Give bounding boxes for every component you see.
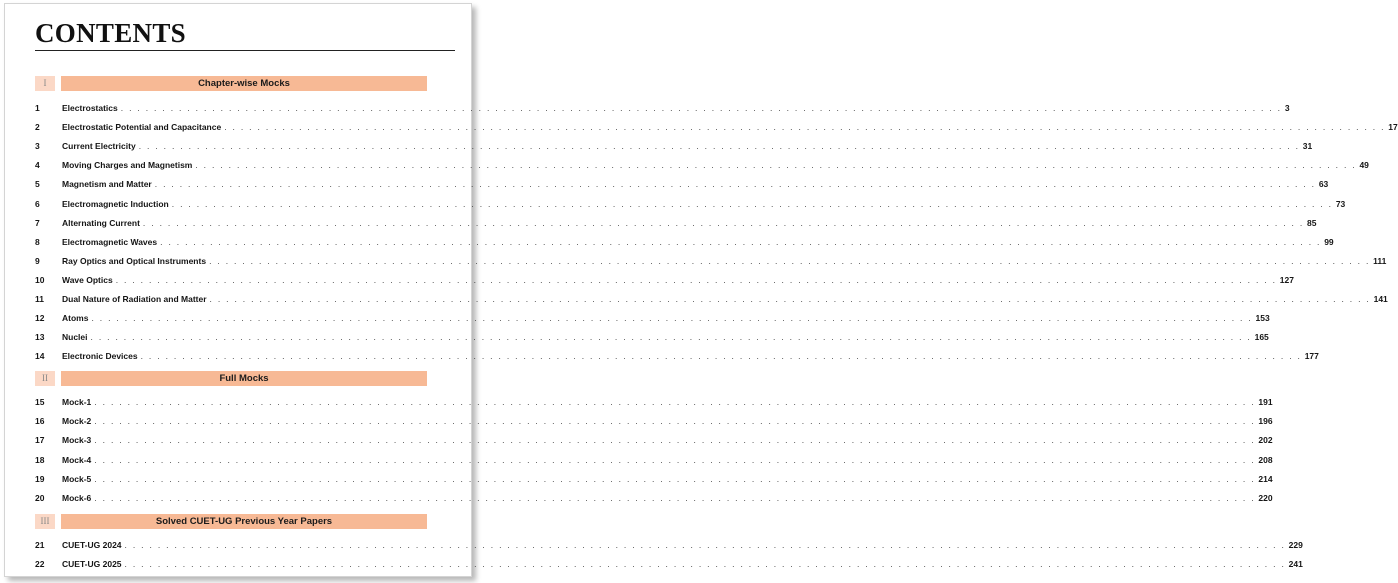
entry-line <box>62 121 1398 133</box>
entry-title: Ray Optics and Optical Instruments <box>62 255 207 266</box>
entry-line <box>62 255 1387 267</box>
entry-number: 16 <box>35 416 45 427</box>
dot-leader: . . . . . . . . . . . . . . . . . . . . . . . . . . . . . . . . . . . . . . . . . . . . . . . . . . . . . . . . . . . . . . . . . . . . . . . . . . . . . . . . . . . . . . . . . . . . . . . . . . . . . . . . . . . . . . . . . . . . . . . . . . . . . . . . . . . . . . . . . . . . <box>94 435 1256 446</box>
entry-title: Electrostatic Potential and Capacitance <box>62 122 222 133</box>
entry-title: Electromagnetic Induction <box>62 198 169 209</box>
entry-page-number: 99 <box>1324 236 1334 247</box>
entry-number: 3 <box>35 141 40 152</box>
entry-page-number: 165 <box>1254 332 1269 343</box>
entry-page-number: 3 <box>1284 103 1290 113</box>
toc-entry[interactable] <box>35 312 1270 324</box>
toc-entry[interactable] <box>35 434 1273 446</box>
section-title: Full Mocks <box>61 371 427 386</box>
entry-number: 18 <box>35 454 45 465</box>
dot-leader: . . . . . . . . . . . . . . . . . . . . . . . . . . . . . . . . . . . . . . . . . . . . . . . . . . . . . . . . . . . . . . . . . . . . . . . . . . . . . . . . . . . . . . . . . . . . . . . . . . . . . . . . . . . . . . . . . . . . . . . . . . . . . . . . . . . . . . . . . . . . <box>171 198 1333 209</box>
section-title: Solved CUET-UG Previous Year Papers <box>61 514 427 529</box>
entry-line <box>62 274 1294 286</box>
entry-line <box>62 236 1334 248</box>
toc-entry[interactable] <box>35 539 1303 551</box>
toc-entry[interactable] <box>35 255 1387 267</box>
entry-page-number: 31 <box>1302 141 1313 152</box>
entry-page-number: 17 <box>1388 122 1398 133</box>
toc-entry[interactable] <box>35 198 1346 210</box>
entry-page-number: 141 <box>1373 294 1388 304</box>
entry-page-number: 208 <box>1258 454 1273 465</box>
entry-title: Dual Nature of Radiation and Matter <box>62 294 207 304</box>
entry-line <box>62 198 1346 210</box>
entry-line <box>62 539 1303 551</box>
entry-title: Magnetism and Matter <box>62 179 152 190</box>
entry-page-number: 177 <box>1304 351 1319 362</box>
toc-entry[interactable] <box>35 492 1273 504</box>
toc-entry[interactable] <box>35 454 1273 466</box>
toc-entry[interactable] <box>35 415 1273 427</box>
entry-line <box>62 396 1273 408</box>
dot-leader: . . . . . . . . . . . . . . . . . . . . . . . . . . . . . . . . . . . . . . . . . . . . . . . . . . . . . . . . . . . . . . . . . . . . . . . . . . . . . . . . . . . . . . . . . . . . . . . . . . . . . . . . . . . . . . . . . . . . . . . . . . . . . . . . . . . . . . . . . . . . <box>209 255 1371 266</box>
entry-number: 11 <box>35 294 44 304</box>
dot-leader: . . . . . . . . . . . . . . . . . . . . . . . . . . . . . . . . . . . . . . . . . . . . . . . . . . . . . . . . . . . . . . . . . . . . . . . . . . . . . . . . . . . . . . . . . . . . . . . . . . . . . . . . . . . . . . . . . . . . . . . . . . . . . . . . . . . . . . . . . . . . <box>94 416 1256 427</box>
entry-page-number: 49 <box>1359 160 1369 171</box>
dot-leader: . . . . . . . . . . . . . . . . . . . . . . . . . . . . . . . . . . . . . . . . . . . . . . . . . . . . . . . . . . . . . . . . . . . . . . . . . . . . . . . . . . . . . . . . . . . . . . . . . . . . . . . . . . . . . . . . . . . . . . . . . . . . . . . . . . . . . . . . . . . . <box>138 141 1300 152</box>
toc-entry[interactable] <box>35 178 1329 190</box>
entry-page-number: 241 <box>1288 559 1303 569</box>
entry-page-number: 202 <box>1258 435 1273 446</box>
entry-number: 8 <box>35 236 40 247</box>
toc-entry[interactable] <box>35 350 1319 362</box>
dot-leader: . . . . . . . . . . . . . . . . . . . . . . . . . . . . . . . . . . . . . . . . . . . . . . . . . . . . . . . . . . . . . . . . . . . . . . . . . . . . . . . . . . . . . . . . . . . . . . . . . . . . . . . . . . . . . . . . . . . . . . . . . . . . . . . . . . . . . . . . . . . . <box>124 540 1286 550</box>
entry-number: 22 <box>35 559 45 569</box>
entry-number: 14 <box>35 351 45 362</box>
toc-entry[interactable] <box>35 102 1290 114</box>
toc-entry[interactable] <box>35 293 1388 305</box>
entry-title: Mock-4 <box>62 454 92 465</box>
entry-title: Mock-5 <box>62 473 92 484</box>
toc-entry[interactable] <box>35 331 1269 343</box>
dot-leader: . . . . . . . . . . . . . . . . . . . . . . . . . . . . . . . . . . . . . . . . . . . . . . . . . . . . . . . . . . . . . . . . . . . . . . . . . . . . . . . . . . . . . . . . . . . . . . . . . . . . . . . . . . . . . . . . . . . . . . . . . . . . . . . . . . . . . . . . . . . . <box>209 294 1371 304</box>
toc-entry[interactable] <box>35 140 1313 152</box>
entry-line <box>62 312 1270 324</box>
entry-title: CUET-UG 2024 <box>62 540 122 550</box>
dot-leader: . . . . . . . . . . . . . . . . . . . . . . . . . . . . . . . . . . . . . . . . . . . . . . . . . . . . . . . . . . . . . . . . . . . . . . . . . . . . . . . . . . . . . . . . . . . . . . . . . . . . . . . . . . . . . . . . . . . . . . . . . . . . . . . . . . . . . . . . . . . . <box>142 217 1304 228</box>
dot-leader: . . . . . . . . . . . . . . . . . . . . . . . . . . . . . . . . . . . . . . . . . . . . . . . . . . . . . . . . . . . . . . . . . . . . . . . . . . . . . . . . . . . . . . . . . . . . . . . . . . . . . . . . . . . . . . . . . . . . . . . . . . . . . . . . . . . . . . . . . . . . <box>94 454 1256 465</box>
section-number: I <box>35 76 55 91</box>
entry-number: 5 <box>35 179 40 190</box>
dot-leader: . . . . . . . . . . . . . . . . . . . . . . . . . . . . . . . . . . . . . . . . . . . . . . . . . . . . . . . . . . . . . . . . . . . . . . . . . . . . . . . . . . . . . . . . . . . . . . . . . . . . . . . . . . . . . . . . . . . . . . . . . . . . . . . . . . . . . . . . . . . . <box>94 473 1256 484</box>
entry-title: Mock-6 <box>62 493 92 503</box>
entry-title: Current Electricity <box>62 141 136 152</box>
entry-title: Moving Charges and Magnetism <box>62 160 193 171</box>
entry-number: 10 <box>35 274 45 285</box>
entry-line <box>62 331 1269 343</box>
entry-number: 19 <box>35 473 45 484</box>
entry-title: Electronic Devices <box>62 351 138 362</box>
toc-entry[interactable] <box>35 121 1398 133</box>
toc-entry[interactable] <box>35 558 1303 570</box>
entry-line <box>62 178 1329 190</box>
dot-leader: . . . . . . . . . . . . . . . . . . . . . . . . . . . . . . . . . . . . . . . . . . . . . . . . . . . . . . . . . . . . . . . . . . . . . . . . . . . . . . . . . . . . . . . . . . . . . . . . . . . . . . . . . . . . . . . . . . . . . . . . . . . . . . . . . . . . . . . . . . . . <box>140 351 1302 362</box>
entry-page-number: 127 <box>1279 274 1294 285</box>
dot-leader: . . . . . . . . . . . . . . . . . . . . . . . . . . . . . . . . . . . . . . . . . . . . . . . . . . . . . . . . . . . . . . . . . . . . . . . . . . . . . . . . . . . . . . . . . . . . . . . . . . . . . . . . . . . . . . . . . . . . . . . . . . . . . . . . . . . . . . . . . . . . <box>94 493 1256 503</box>
entry-page-number: 153 <box>1255 313 1270 324</box>
entry-page-number: 85 <box>1307 217 1317 228</box>
entry-page-number: 196 <box>1258 416 1273 427</box>
entry-number: 15 <box>35 397 45 407</box>
entry-title: CUET-UG 2025 <box>62 559 122 569</box>
entry-line <box>62 102 1290 114</box>
entry-line <box>62 434 1273 446</box>
toc-entry[interactable] <box>35 473 1273 485</box>
toc-entry[interactable] <box>35 274 1294 286</box>
section-number: II <box>35 371 55 386</box>
entry-title: Mock-2 <box>62 416 92 427</box>
entry-number: 12 <box>35 313 45 324</box>
entry-number: 20 <box>35 493 45 503</box>
entry-title: Alternating Current <box>62 217 140 228</box>
entry-page-number: 63 <box>1318 179 1329 190</box>
entry-title: Mock-1 <box>62 397 92 407</box>
section-title: Chapter-wise Mocks <box>61 76 427 91</box>
entry-number: 2 <box>35 122 40 133</box>
entry-page-number: 220 <box>1258 493 1273 503</box>
dot-leader: . . . . . . . . . . . . . . . . . . . . . . . . . . . . . . . . . . . . . . . . . . . . . . . . . . . . . . . . . . . . . . . . . . . . . . . . . . . . . . . . . . . . . . . . . . . . . . . . . . . . . . . . . . . . . . . . . . . . . . . . . . . . . . . . . . . . . . . . . . . . <box>160 236 1322 247</box>
entry-line <box>62 492 1273 504</box>
entry-number: 4 <box>35 160 40 171</box>
entry-number: 9 <box>35 255 40 266</box>
entry-line <box>62 473 1273 485</box>
dot-leader: . . . . . . . . . . . . . . . . . . . . . . . . . . . . . . . . . . . . . . . . . . . . . . . . . . . . . . . . . . . . . . . . . . . . . . . . . . . . . . . . . . . . . . . . . . . . . . . . . . . . . . . . . . . . . . . . . . . . . . . . . . . . . . . . . . . . . . . . . . . . <box>90 332 1252 343</box>
entry-number: 7 <box>35 217 40 228</box>
entry-number: 21 <box>35 540 45 550</box>
dot-leader: . . . . . . . . . . . . . . . . . . . . . . . . . . . . . . . . . . . . . . . . . . . . . . . . . . . . . . . . . . . . . . . . . . . . . . . . . . . . . . . . . . . . . . . . . . . . . . . . . . . . . . . . . . . . . . . . . . . . . . . . . . . . . . . . . . . . . . . . . . . . <box>91 313 1253 324</box>
entry-page-number: 111 <box>1373 255 1387 266</box>
toc-entry[interactable] <box>35 159 1369 171</box>
dot-leader: . . . . . . . . . . . . . . . . . . . . . . . . . . . . . . . . . . . . . . . . . . . . . . . . . . . . . . . . . . . . . . . . . . . . . . . . . . . . . . . . . . . . . . . . . . . . . . . . . . . . . . . . . . . . . . . . . . . . . . . . . . . . . . . . . . . . . . . . . . . . <box>120 103 1282 113</box>
toc-entry[interactable] <box>35 217 1317 229</box>
dot-leader: . . . . . . . . . . . . . . . . . . . . . . . . . . . . . . . . . . . . . . . . . . . . . . . . . . . . . . . . . . . . . . . . . . . . . . . . . . . . . . . . . . . . . . . . . . . . . . . . . . . . . . . . . . . . . . . . . . . . . . . . . . . . . . . . . . . . . . . . . . . . <box>94 397 1256 407</box>
entry-line <box>62 454 1273 466</box>
dot-leader: . . . . . . . . . . . . . . . . . . . . . . . . . . . . . . . . . . . . . . . . . . . . . . . . . . . . . . . . . . . . . . . . . . . . . . . . . . . . . . . . . . . . . . . . . . . . . . . . . . . . . . . . . . . . . . . . . . . . . . . . . . . . . . . . . . . . . . . . . . . . <box>124 559 1286 569</box>
section-number: III <box>35 514 55 529</box>
entry-number: 6 <box>35 198 40 209</box>
page-title: CONTENTS <box>35 18 186 48</box>
entry-line <box>62 350 1319 362</box>
toc-entry[interactable] <box>35 396 1273 408</box>
entry-title: Electrostatics <box>62 103 118 113</box>
entry-title: Nuclei <box>62 332 88 343</box>
toc-entry[interactable] <box>35 236 1334 248</box>
entry-title: Electromagnetic Waves <box>62 236 158 247</box>
entry-line <box>62 159 1369 171</box>
section-header <box>35 371 427 386</box>
entry-number: 1 <box>35 103 40 113</box>
entry-line <box>62 217 1317 229</box>
entry-page-number: 191 <box>1258 397 1273 407</box>
entry-page-number: 214 <box>1258 473 1273 484</box>
dot-leader: . . . . . . . . . . . . . . . . . . . . . . . . . . . . . . . . . . . . . . . . . . . . . . . . . . . . . . . . . . . . . . . . . . . . . . . . . . . . . . . . . . . . . . . . . . . . . . . . . . . . . . . . . . . . . . . . . . . . . . . . . . . . . . . . . . . . . . . . . . . . <box>154 179 1316 190</box>
dot-leader: . . . . . . . . . . . . . . . . . . . . . . . . . . . . . . . . . . . . . . . . . . . . . . . . . . . . . . . . . . . . . . . . . . . . . . . . . . . . . . . . . . . . . . . . . . . . . . . . . . . . . . . . . . . . . . . . . . . . . . . . . . . . . . . . . . . . . . . . . . . . <box>224 122 1386 133</box>
entry-line <box>62 415 1273 427</box>
dot-leader: . . . . . . . . . . . . . . . . . . . . . . . . . . . . . . . . . . . . . . . . . . . . . . . . . . . . . . . . . . . . . . . . . . . . . . . . . . . . . . . . . . . . . . . . . . . . . . . . . . . . . . . . . . . . . . . . . . . . . . . . . . . . . . . . . . . . . . . . . . . . <box>195 160 1357 171</box>
entry-page-number: 229 <box>1288 540 1303 550</box>
entry-page-number: 73 <box>1335 198 1346 209</box>
section-header <box>35 514 427 529</box>
entry-line <box>62 293 1388 305</box>
entry-line <box>62 558 1303 570</box>
entry-title: Wave Optics <box>62 274 113 285</box>
book-page <box>4 3 1398 577</box>
entry-title: Atoms <box>62 313 89 324</box>
title-rule <box>35 50 455 51</box>
entry-line <box>62 140 1313 152</box>
dot-leader: . . . . . . . . . . . . . . . . . . . . . . . . . . . . . . . . . . . . . . . . . . . . . . . . . . . . . . . . . . . . . . . . . . . . . . . . . . . . . . . . . . . . . . . . . . . . . . . . . . . . . . . . . . . . . . . . . . . . . . . . . . . . . . . . . . . . . . . . . . . . <box>115 274 1277 285</box>
entry-number: 17 <box>35 435 45 446</box>
section-header <box>35 76 427 91</box>
entry-title: Mock-3 <box>62 435 92 446</box>
entry-number: 13 <box>35 332 45 343</box>
